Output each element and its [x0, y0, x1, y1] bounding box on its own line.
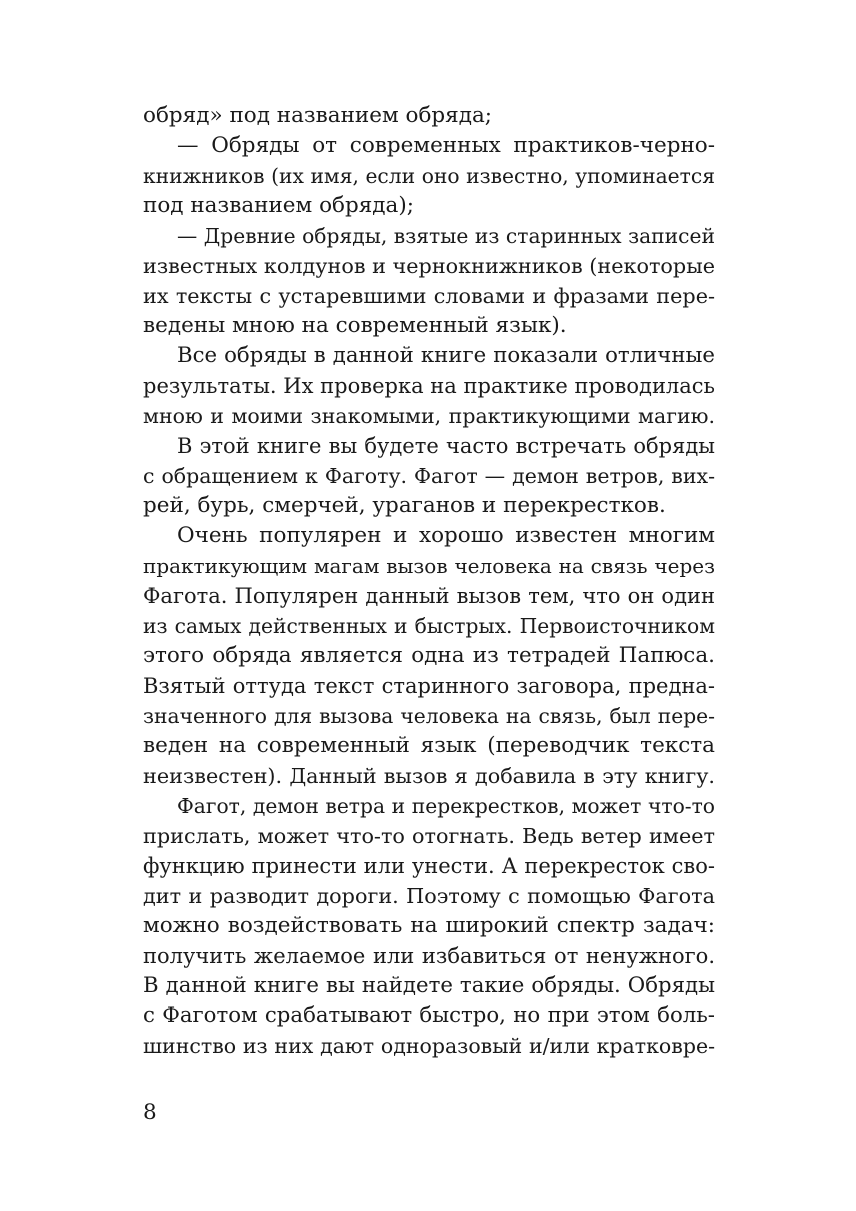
text-line: — Древние обряды, взятые из старинных записей — [177, 224, 715, 248]
text-line: Все обряды в данной книге показали отличные — [177, 343, 715, 368]
text-line: с обращением к Фаготу. Фагот — демон ветров, вих- — [143, 464, 715, 488]
text-line: значенного для вызова человека на связь, был пере- — [143, 704, 715, 728]
text-line: книжников (их имя, если оно известно, упоминается — [143, 164, 715, 188]
text-line: Фагота. Популярен данный вызов тем, что он один — [143, 584, 715, 608]
text-line: дит и разводит дороги. Поэтому с помощью Фагота — [143, 884, 715, 908]
text-line: функцию принести или унести. А перекресток сво- — [143, 854, 715, 878]
text-line: Фагот, демон ветра и перекрестков, может что-то — [177, 794, 715, 818]
text-line: неизвестен). Данный вызов я добавила в эту книгу. — [143, 764, 715, 788]
text-line: известных колдунов и чернокнижников (некоторые — [143, 254, 715, 278]
text-line: из самых действенных и быстрых. Первоисточником — [143, 614, 715, 638]
text-line: под названием обряда); — [143, 193, 414, 218]
text-line: Взятый оттуда текст старинного заговора, предна- — [143, 674, 715, 698]
text-line: с Фаготом срабатывают быстро, но при этом боль- — [143, 1003, 715, 1028]
text-line: веден на современный язык (переводчик текста — [143, 733, 715, 758]
text-line: результаты. Их проверка на практике проводилась — [143, 374, 715, 398]
text-line: шинство из них дают одноразовый и/или кратковре- — [143, 1034, 715, 1058]
page-number: 8 — [143, 1100, 157, 1125]
text-line: их тексты с устаревшими словами и фразами пере- — [143, 284, 715, 308]
text-line: мною и моими знакомыми, практикующими магию. — [143, 404, 715, 428]
text-line: практикующим магам вызов человека на связь через — [143, 554, 715, 578]
text-line: — Обряды от современных практиков-черно- — [177, 133, 715, 158]
body-text — [143, 101, 715, 1061]
text-line: получить желаемое или избавиться от ненужного. — [143, 944, 715, 968]
text-line: можно воздействовать на широкий спектр задач: — [143, 913, 715, 938]
text-line: Очень популярен и хорошо известен многим — [177, 523, 715, 548]
text-line: рей, бурь, смерчей, ураганов и перекрестков. — [143, 493, 666, 518]
text-line: ведены мною на современный язык). — [143, 313, 567, 338]
text-line: В этой книге вы будете часто встречать обряды — [177, 434, 715, 458]
text-line: этого обряда является одна из тетрадей Папюса. — [143, 643, 715, 668]
text-line: В данной книге вы найдете такие обряды. Обряды — [143, 973, 715, 998]
text-line: обряд» под названием обряда; — [143, 103, 493, 128]
text-line: прислать, может что-то отогнать. Ведь ветер имеет — [143, 824, 715, 848]
